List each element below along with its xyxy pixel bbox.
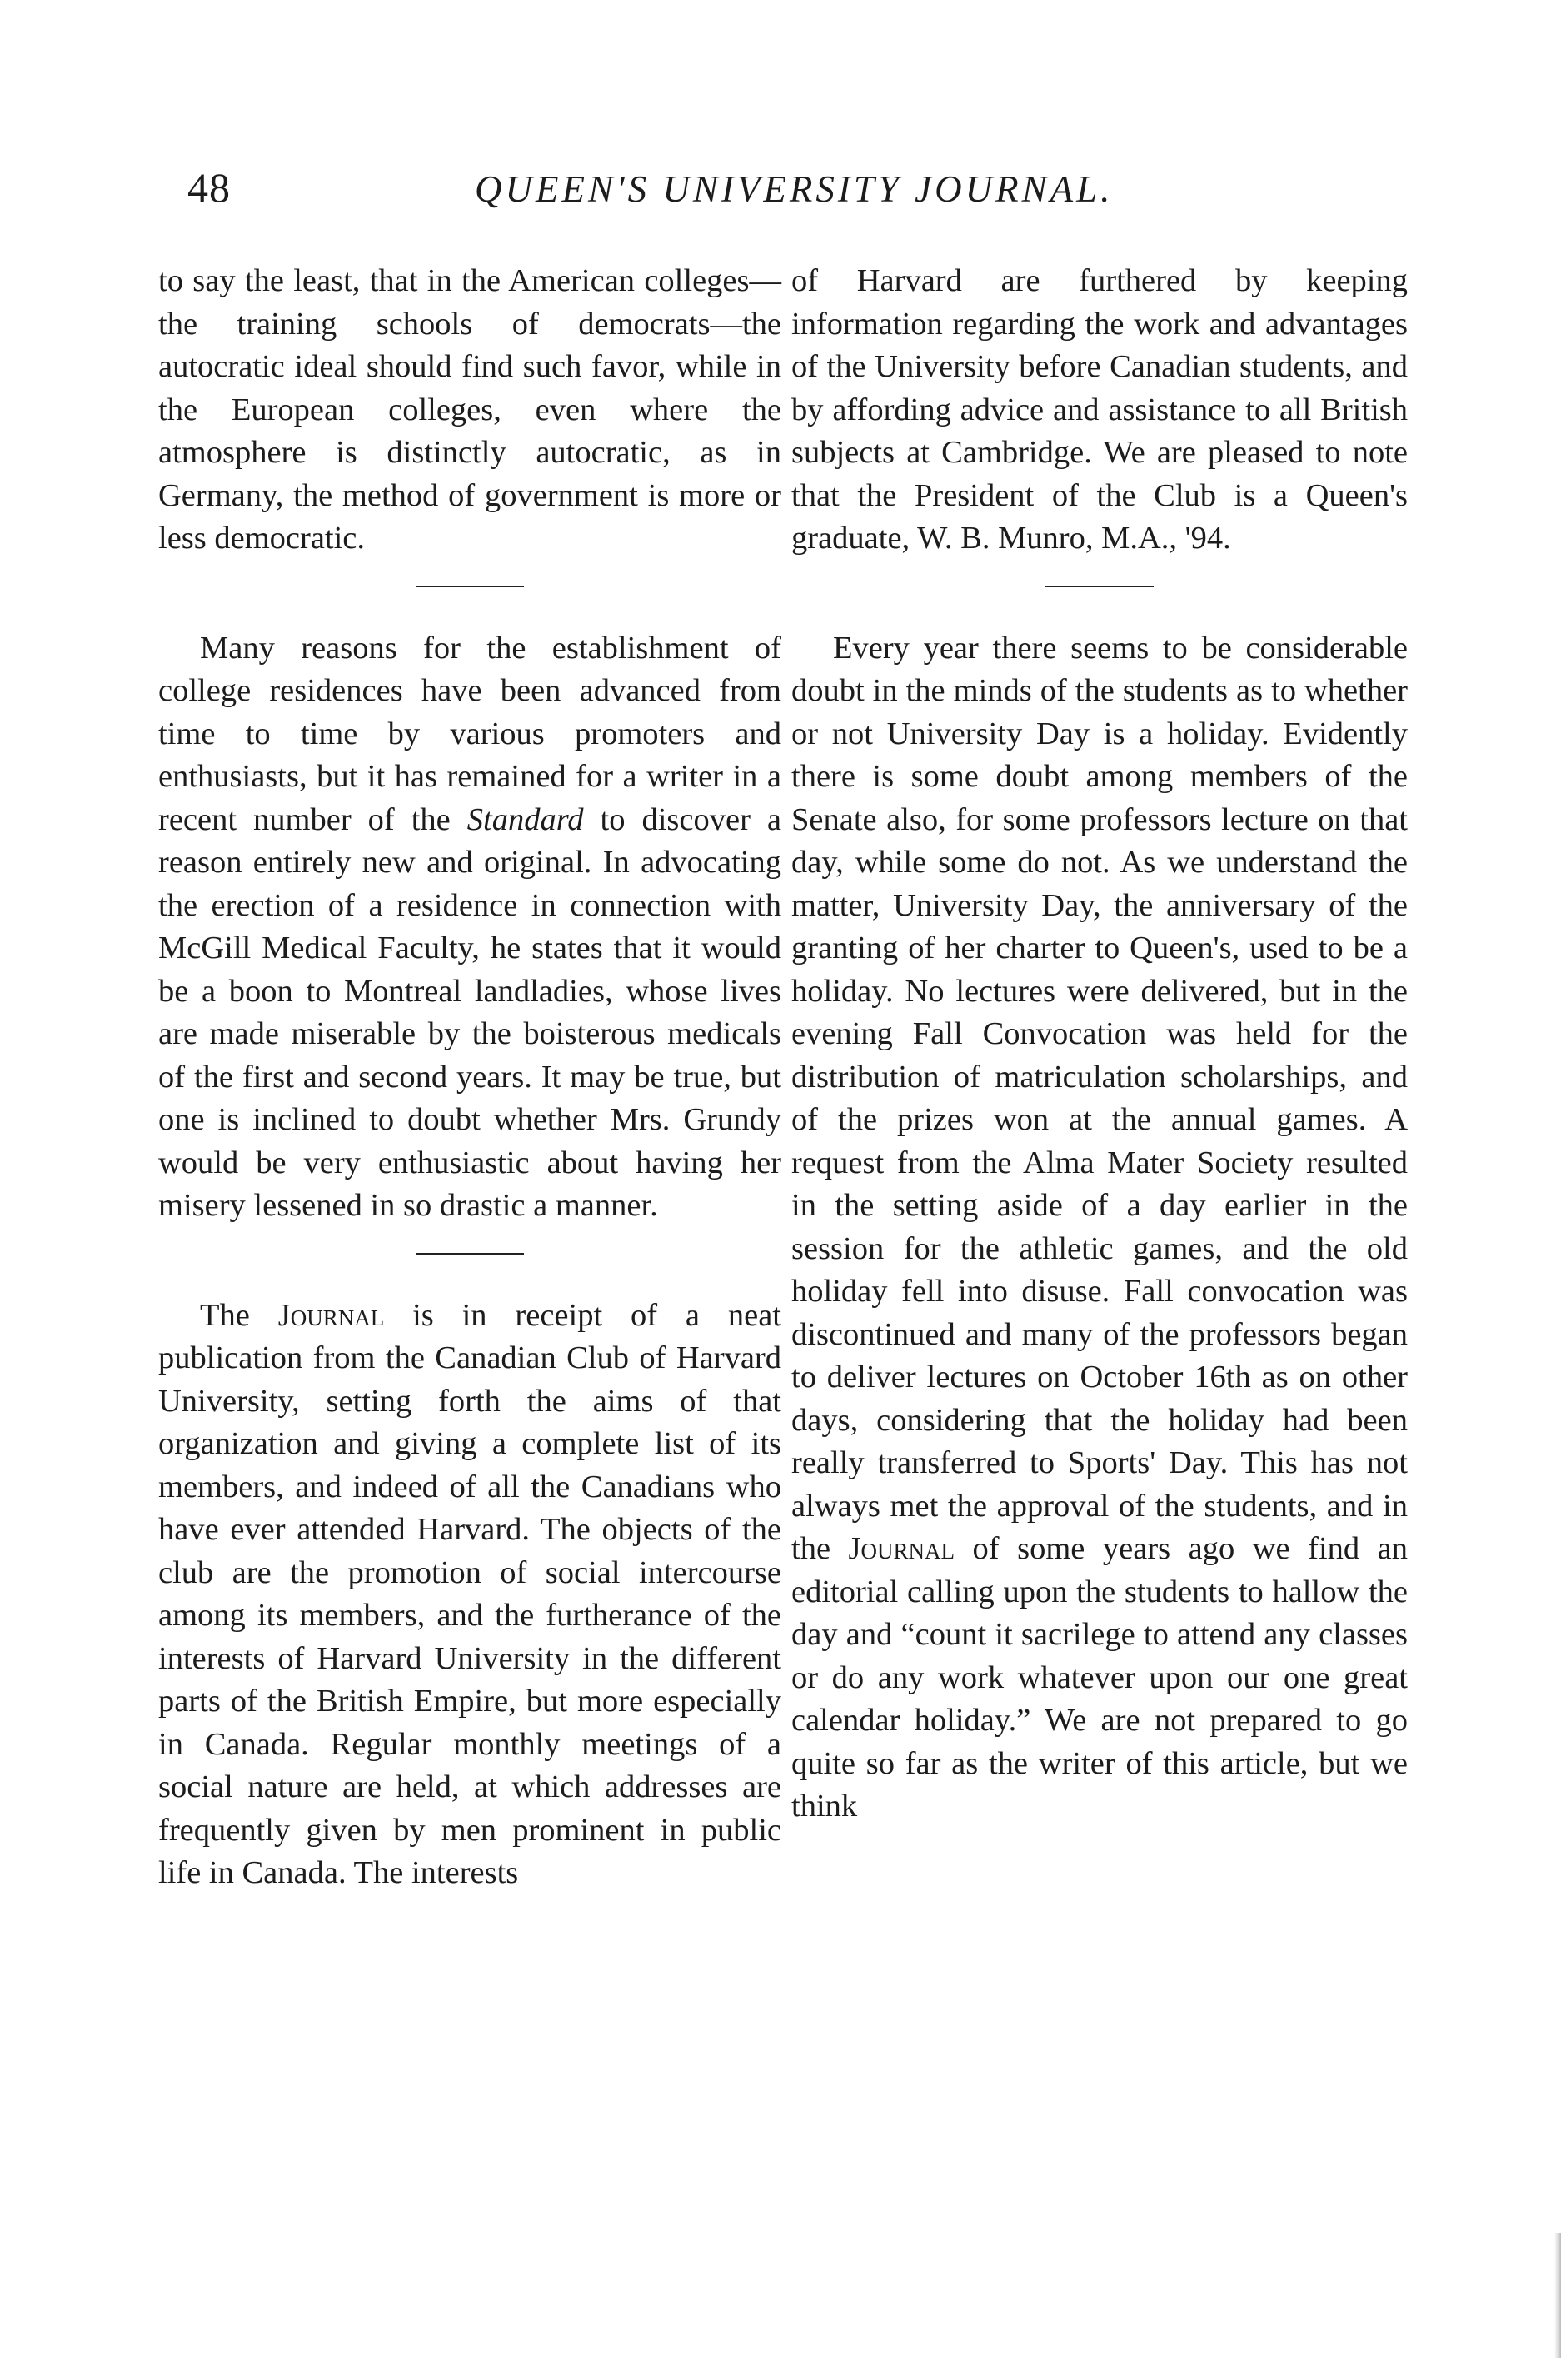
text-segment: The xyxy=(200,1297,278,1333)
section-divider xyxy=(416,586,524,587)
text-segment: to discover a reason entirely new and original. In advocating the erection of a residence in connection with McGill Medical Faculty, he states that it would be a boon to Montreal landladies, whose lives are made miserable by the boisterous medicals of the first and second years. It may be true, but one is inclined to doubt whether Mrs. Grundy would be very enthusiastic about having her misery lessened in so drastic a manner. xyxy=(158,801,781,1223)
text-segment: is in receipt of a neat publication from the Canadian Club of Harvard University, setting forth the aims of that organization and giving a complete list of its members, and indeed of all the Canadians who have ever attended Harvard. The objects of the club are the promotion of social intercourse among its members, and the furtherance of the interests of Harvard University in the different parts of the British Empire, but more especially in Canada. Regular monthly meetings of a social nature are held, at which addresses are frequently given by men prominent in public life in Canada. The interests xyxy=(158,1297,781,1890)
text-segment: Every year there seems to be considerable doubt in the minds of the students as to whether or not University Day is a holiday. Evidently there is some doubt among members of the Senate also, for some professors lecture on that day, while some do not. As we understand the matter, University Day, the anniversary of the granting of her charter to Queen's, used to be a holiday. No lectures were delivered, but in the evening Fall Convocation was held for the distribution of matriculation scholarships, and of the prizes won at the annual games. A request from the Alma Mater Society resulted in the setting aside of a day earlier in the session for the athletic games, and the old holiday fell into disuse. Fall convocation was discontinued and many of the professors began to deliver lectures on October 16th as on other days, considering that the holiday had been really transferred to Sports' Day. This has not always met the approval of the students, and in the xyxy=(791,630,1408,1566)
text-segment: of some years ago we find an editorial calling upon the students to hallow the day and “count it sacrilege to attend any classes or do any work whatever upon our one great calendar holiday.” We are not prepared to go quite so far as the writer of this article, but we think xyxy=(791,1531,1408,1824)
running-head xyxy=(187,162,1395,221)
paragraph-canadian-club xyxy=(158,1295,781,1895)
right-column xyxy=(791,260,1408,1829)
paragraph-residences xyxy=(158,627,781,1228)
section-divider xyxy=(416,1253,524,1255)
newspaper-title: Standard xyxy=(466,801,584,837)
paragraph-university-day xyxy=(791,627,1408,1829)
paragraph-harvard-continued: of Harvard are furthered by keeping information regarding the work and advantages of the University before Canadian students, and by affording advice and assistance to all British subjects at Cambridge. We are pleased to note that the President of the Club is a Queen's graduate, W. B. Munro, M.A., '94. xyxy=(791,263,1408,556)
journal-title: QUEEN'S UNIVERSITY JOURNAL. xyxy=(475,168,1114,210)
left-column xyxy=(158,260,781,1895)
journal-name: Journal xyxy=(848,1531,955,1566)
page-number: 48 xyxy=(187,164,231,211)
page-edge-shadow xyxy=(1554,2233,1561,2358)
paragraph-continued: to say the least, that in the American colleges—the training schools of democrats—the autocratic ideal should find such favor, while in the European colleges, even where the atmosphere is distinctly autocratic, as in Germany, the method of government is more or less democratic. xyxy=(158,263,781,556)
section-divider xyxy=(1045,586,1154,587)
text-segment: Many reasons for the establishment of college residences have been advanced from time to time by various promoters and enthusiasts, but it has remained for a writer in a recent number of the xyxy=(158,630,781,837)
journal-name: Journal xyxy=(277,1297,385,1333)
